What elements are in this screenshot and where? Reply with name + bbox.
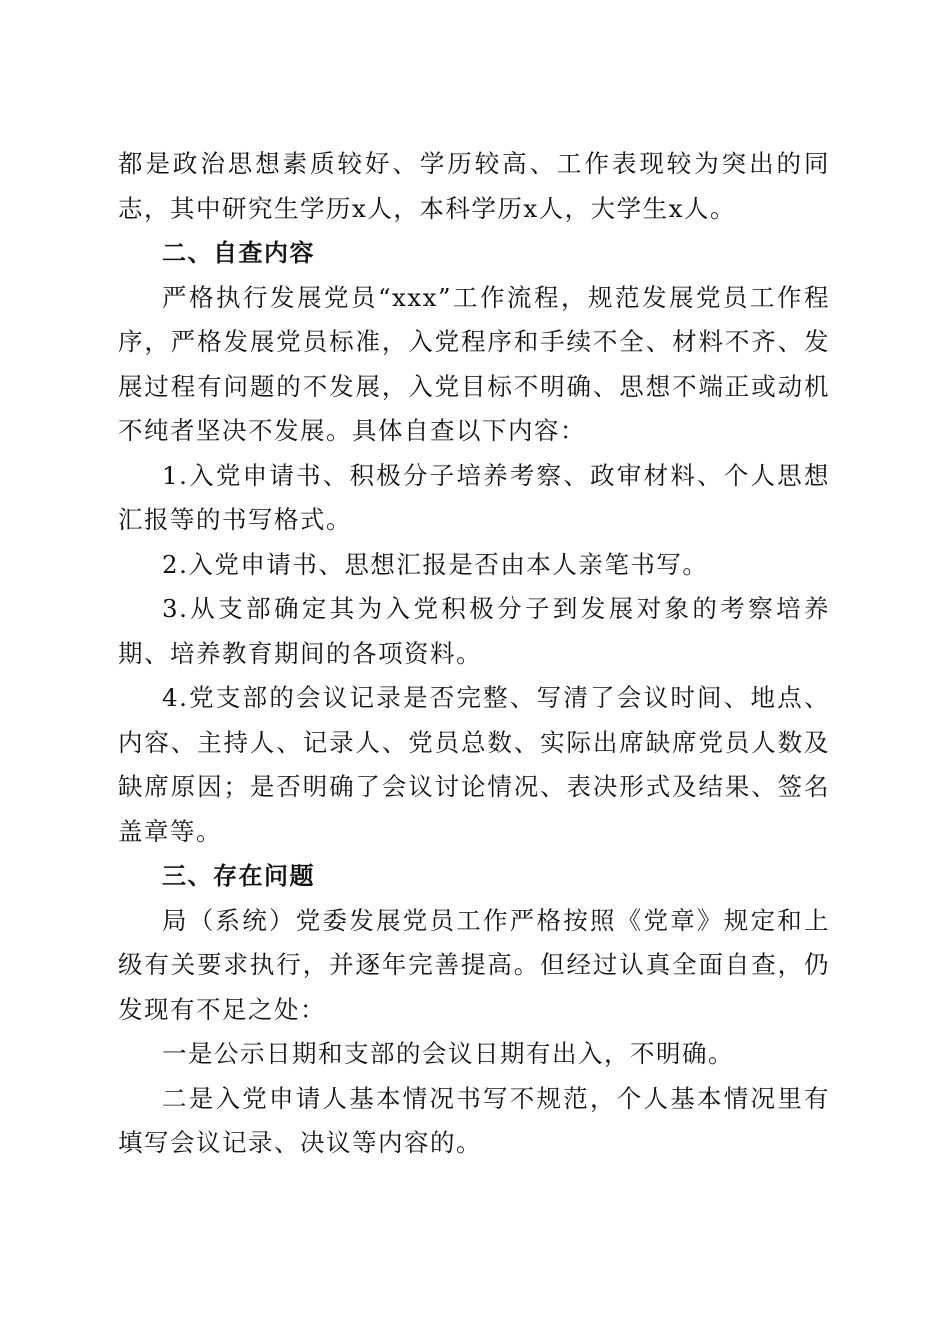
section-heading-self-check: 二、自查内容 (162, 239, 315, 267)
document-body (118, 142, 830, 1166)
list-item-4: 4.党支部的会议记录是否完整、写清了会议时间、地点、内容、主持人、记录人、党员总数、实际出席缺席党员人数及缺席原因；是否明确了会议讨论情况、表决形式及结果、签名盖章等。 (118, 683, 830, 846)
paragraph-problem-1: 一是公示日期和支部的会议日期有出入，不明确。 (162, 1039, 734, 1068)
list-item-3: 3.从支部确定其为入党积极分子到发展对象的考察培养期、培养教育期间的各项资料。 (118, 594, 830, 668)
paragraph-self-check-intro: 严格执行发展党员“xxx”工作流程，规范发展党员工作程序，严格发展党员标准，入党程序和手续不全、材料不齐、发展过程有问题的不发展，入党目标不明确、思想不端正或动机不纯者坚决不发展。具体自查以下内容： (118, 282, 830, 445)
paragraph-continuation: 都是政治思想素质较好、学历较高、工作表现较为突出的同志，其中研究生学历x人，本科学历x人，大学生x人。 (118, 149, 830, 223)
list-item-2: 2.入党申请书、思想汇报是否由本人亲笔书写。 (162, 549, 709, 579)
paragraph-problems-intro: 局（系统）党委发展党员工作严格按照《党章》规定和上级有关要求执行，并逐年完善提高。但经过认真全面自查，仍发现有不足之处： (118, 905, 830, 1024)
section-heading-problems: 三、存在问题 (162, 862, 315, 890)
paragraph-problem-2: 二是入党申请人基本情况书写不规范，个人基本情况里有填写会议记录、决议等内容的。 (118, 1083, 830, 1157)
list-item-1: 1.入党申请书、积极分子培养考察、政审材料、个人思想汇报等的书写格式。 (118, 460, 830, 534)
